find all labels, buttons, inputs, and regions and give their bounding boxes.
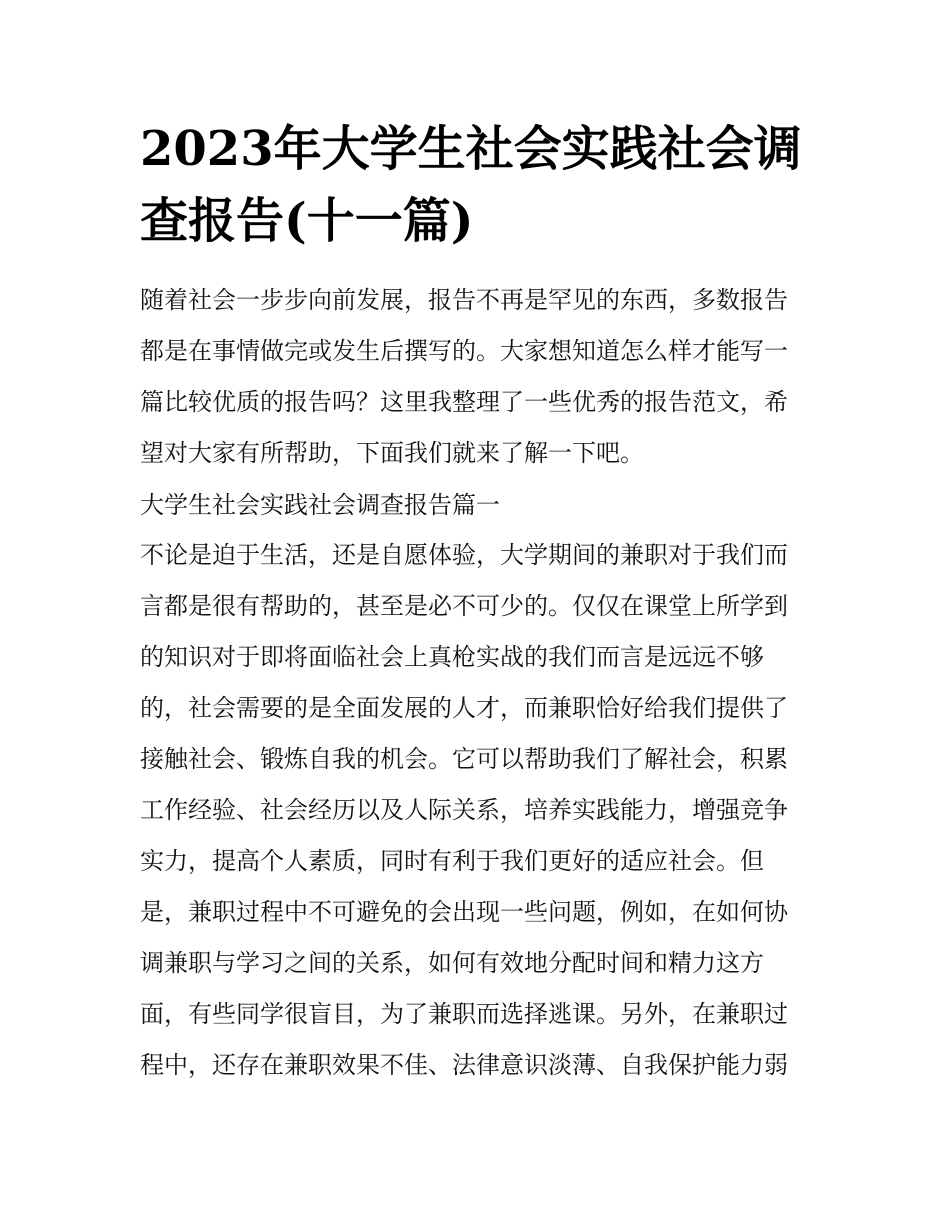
title-line-2: 查报告(十一篇) xyxy=(140,193,474,249)
intro-line: 篇比较优质的报告吗？这里我整理了一些优秀的报告范文，希 xyxy=(140,388,788,416)
paragraph-line: 程中，还存在兼职效果不佳、法律意识淡薄、自我保护能力弱 xyxy=(140,1051,788,1079)
paragraph-line: 面，有些同学很盲目，为了兼职而选择逃课。另外，在兼职过 xyxy=(140,1000,788,1028)
paragraph-line: 言都是很有帮助的，甚至是必不可少的。仅仅在课堂上所学到 xyxy=(140,592,788,620)
paragraph-line: 接触社会、锻炼自我的机会。它可以帮助我们了解社会，积累 xyxy=(140,745,788,773)
intro-paragraph xyxy=(140,275,820,479)
paragraph-line: 工作经验、社会经历以及人际关系，培养实践能力，增强竞争 xyxy=(140,796,788,824)
intro-line: 望对大家有所帮助，下面我们就来了解一下吧。 xyxy=(140,439,644,467)
paragraph-line: 调兼职与学习之间的关系，如何有效地分配时间和精力这方 xyxy=(140,949,764,977)
title-line-1-text: 年大学生社会实践社会调 xyxy=(273,121,802,177)
paragraph-line: 的，社会需要的是全面发展的人才，而兼职恰好给我们提供了 xyxy=(140,694,788,722)
section-heading xyxy=(140,480,820,531)
body-paragraph xyxy=(140,530,820,1091)
title-year: 2023 xyxy=(140,121,274,177)
section-heading-text: 大学生社会实践社会调查报告篇一 xyxy=(140,491,500,519)
paragraph-line: 是，兼职过程中不可避免的会出现一些问题，例如，在如何协 xyxy=(140,898,788,926)
paragraph-line: 的知识对于即将面临社会上真枪实战的我们而言是远远不够 xyxy=(140,643,764,671)
document-title xyxy=(140,113,820,257)
intro-line: 都是在事情做完或发生后撰写的。大家想知道怎么样才能写一 xyxy=(140,337,788,365)
title-line-1 xyxy=(140,113,820,185)
paragraph-line: 实力，提高个人素质，同时有利于我们更好的适应社会。但 xyxy=(140,847,764,875)
paragraph-line: 不论是迫于生活，还是自愿体验，大学期间的兼职对于我们而 xyxy=(140,541,788,569)
intro-line: 随着社会一步步向前发展，报告不再是罕见的东西，多数报告 xyxy=(140,286,788,314)
